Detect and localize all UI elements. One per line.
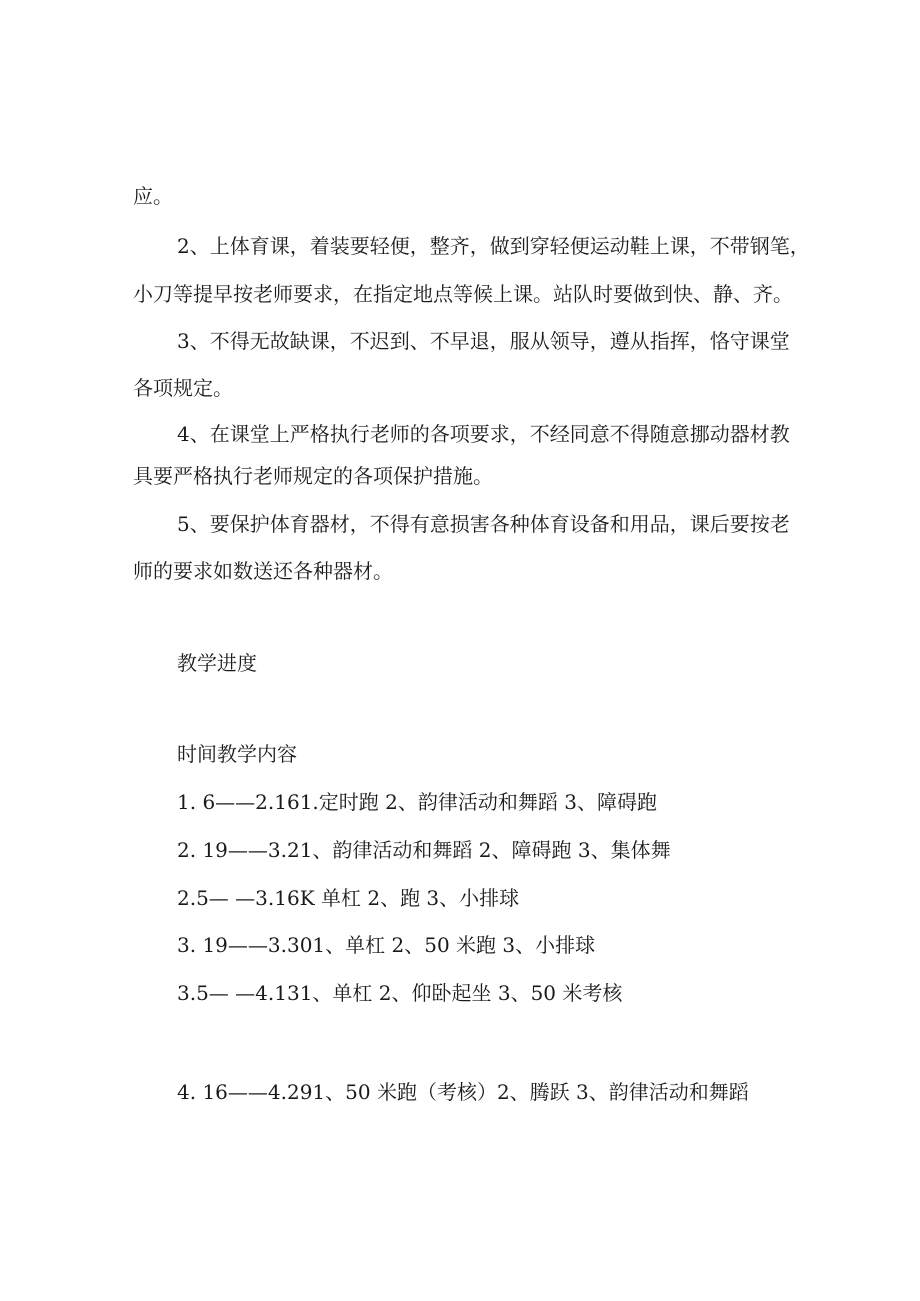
schedule-row: 1. 6——2.161.定时跑 2、韵律活动和舞蹈 3、障碍跑 xyxy=(177,790,657,814)
schedule-table-header: 时间教学内容 xyxy=(177,742,297,766)
rule-2-line-1: 2、上体育课，着装要轻便，整齐，做到穿轻便运动鞋上课，不带钢笔， xyxy=(177,234,810,258)
rule-5-line-2: 师的要求如数送还各种器材。 xyxy=(133,559,393,583)
schedule-row: 2.5— —3.16K 单杠 2、跑 3、小排球 xyxy=(177,886,520,910)
rule-3-line-1: 3、不得无故缺课，不迟到、不早退，服从领导，遵从指挥，恪守课堂 xyxy=(177,329,790,353)
rule-3-line-2: 各项规定。 xyxy=(133,376,233,400)
rule-4-line-2: 具要严格执行老师规定的各项保护措施。 xyxy=(133,464,493,488)
paragraph-continuation: 应。 xyxy=(133,184,173,208)
rule-2-line-2: 小刀等提早按老师要求，在指定地点等候上课。站队时要做到快、静、齐。 xyxy=(133,282,793,306)
schedule-row: 3.5— —4.131、单杠 2、仰卧起坐 3、50 米考核 xyxy=(177,981,623,1005)
rule-5-line-1: 5、要保护体育器材，不得有意损害各种体育设备和用品，课后要按老 xyxy=(177,512,790,536)
rule-4-line-1: 4、在课堂上严格执行老师的各项要求，不经同意不得随意挪动器材教 xyxy=(177,422,790,446)
schedule-row: 2. 19——3.21、韵律活动和舞蹈 2、障碍跑 3、集体舞 xyxy=(177,838,671,862)
schedule-row: 4. 16——4.291、50 米跑（考核）2、腾跃 3、韵律活动和舞蹈 xyxy=(177,1080,749,1104)
schedule-row: 3. 19——3.301、单杠 2、50 米跑 3、小排球 xyxy=(177,933,596,957)
schedule-heading: 教学进度 xyxy=(177,651,257,675)
